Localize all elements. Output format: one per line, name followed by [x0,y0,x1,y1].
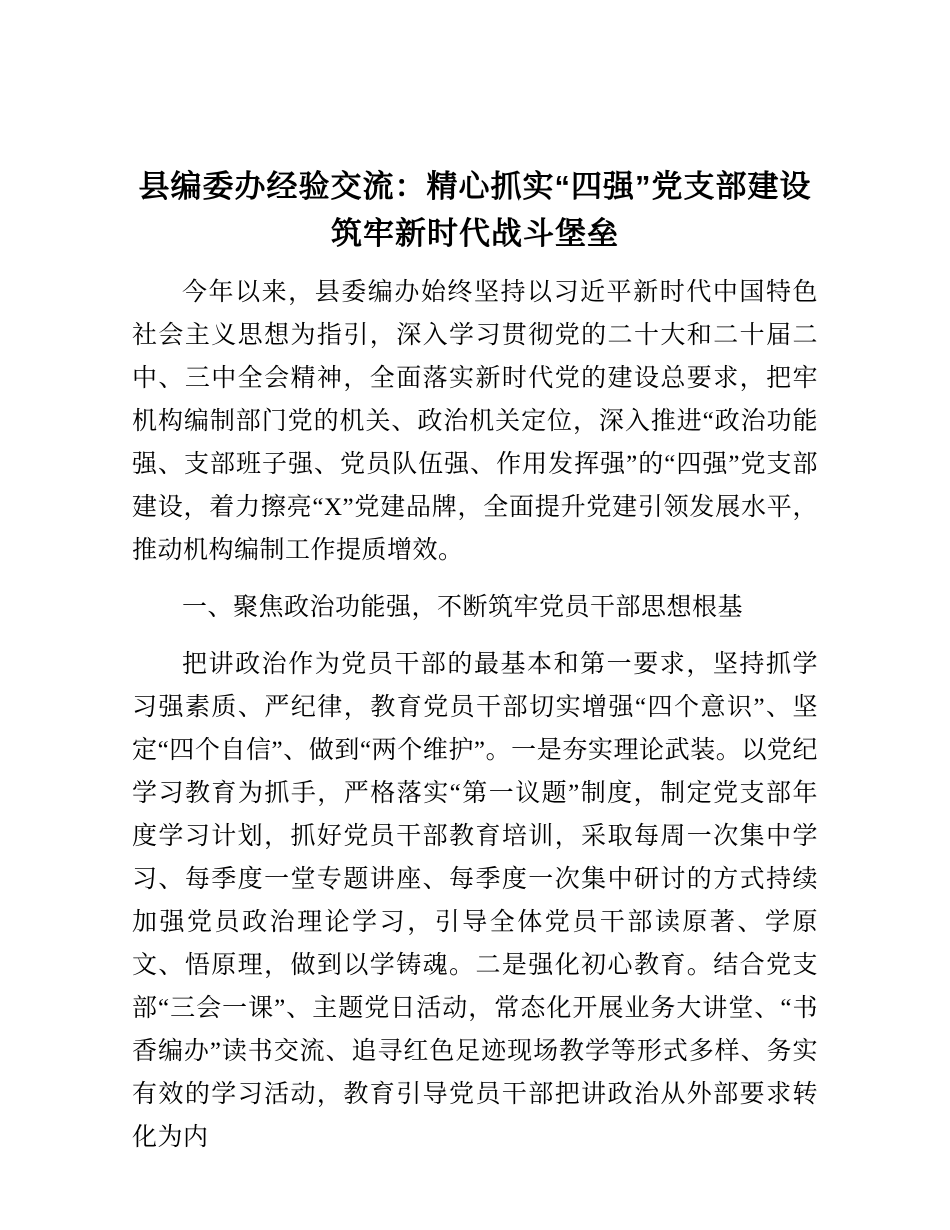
paragraph-intro: 今年以来，县委编办始终坚持以习近平新时代中国特色社会主义思想为指引，深入学习贯彻党的二十大和二十届二中、三中全会精神，全面落实新时代党的建设总要求，把牢机构编制部门党的机关、政治机关定位，深入推进“政治功能强、支部班子强、党员队伍强、作用发挥强”的“四强”党支部建设，着力擦亮“X”党建品牌，全面提升党建引领发展水平，推动机构编制工作提质增效。 [132,279,818,564]
section-heading-1: 一、聚焦政治功能强，不断筑牢党员干部思想根基 [182,594,744,621]
document-title: 县编委办经验交流：精心抓实“四强”党支部建设筑牢新时代战斗堡垒 [138,169,812,251]
paragraph-section-1-body: 把讲政治作为党员干部的最基本和第一要求，坚持抓学习强素质、严纪律，教育党员干部切实增强“四个意识”、坚定“四个自信”、做到“两个维护”。一是夯实理论武装。以党纪学习教育为抓手，严格落实“第一议题”制度，制定党支部年度学习计划，抓好党员干部教育培训，采取每周一次集中学习、每季度一堂专题讲座、每季度一次集中研讨的方式持续加强党员政治理论学习，引导全体党员干部读原著、学原文、悟原理，做到以学铸魂。二是强化初心教育。结合党支部“三会一课”、主题党日活动，常态化开展业务大讲堂、“书香编办”读书交流、追寻红色足迹现场教学等形式多样、务实有效的学习活动，教育引导党员干部把讲政治从外部要求转化为内 [132,651,818,1151]
